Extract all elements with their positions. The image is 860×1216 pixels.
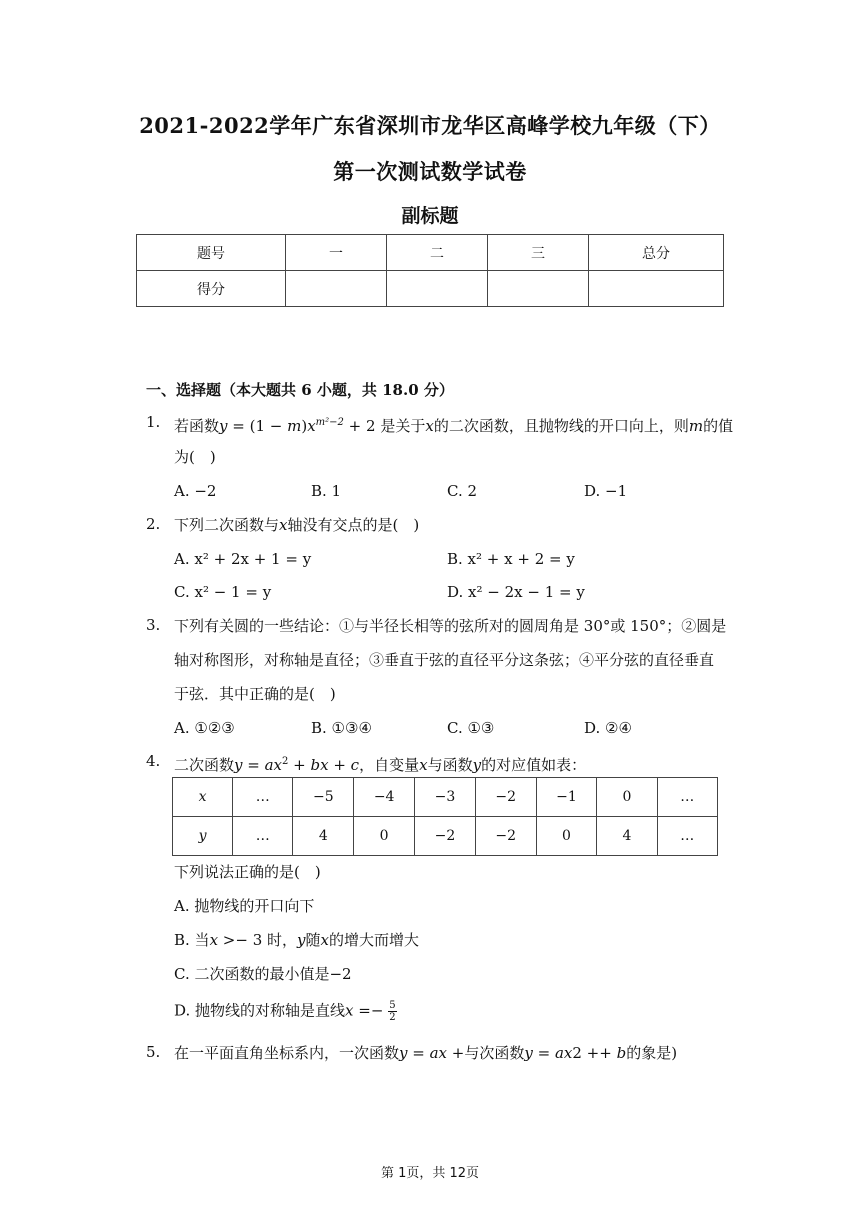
- table-cell: 0: [354, 817, 415, 856]
- option-d[interactable]: D. ②④: [584, 719, 632, 737]
- question-number: 3.: [146, 616, 161, 634]
- option-b[interactable]: B. 1: [311, 482, 342, 500]
- question-3-line-2: 轴对称图形，对称轴是直径；③垂直于弦的直径平分这条弦；④平分弦的直径垂直: [174, 651, 715, 669]
- table-cell: …: [657, 778, 718, 817]
- table-cell: −2: [415, 817, 476, 856]
- table-cell: −2: [475, 817, 536, 856]
- title-line-1: 2021-2022学年广东省深圳市龙华区高峰学校九年级（下）: [139, 113, 721, 138]
- table-row: [173, 817, 718, 856]
- score-cell[interactable]: [589, 271, 724, 307]
- question-number: 1.: [146, 413, 161, 431]
- table-row: [137, 235, 724, 271]
- page-footer: 第 1页，共 12页: [380, 1166, 480, 1181]
- option-a[interactable]: A. 抛物线的开口向下: [174, 897, 315, 915]
- value-table: [172, 777, 718, 856]
- score-header-cell: 总分: [589, 235, 724, 271]
- score-row-label: 得分: [137, 271, 286, 307]
- table-cell: 4: [293, 817, 354, 856]
- option-d[interactable]: D. −1: [584, 482, 628, 500]
- option-c[interactable]: C. 2: [447, 482, 478, 500]
- question-1-line-1: 若函数$y = (1 - m)x^{m^2-2} + 2$ 是关于x的二次函数，且抛物线的开口向上，则m的值: [174, 417, 734, 435]
- question-number: 2.: [146, 515, 161, 533]
- question-number: 4.: [146, 752, 161, 770]
- option-c[interactable]: C. 二次函数的最小值是−2: [174, 965, 352, 983]
- fraction: $\frac{5}{2}$: [389, 1000, 396, 1023]
- table-cell: …: [657, 817, 718, 856]
- table-cell: …: [233, 817, 293, 856]
- table-cell: 0: [597, 778, 657, 817]
- option-b[interactable]: B. ①③④: [311, 719, 372, 737]
- table-cell: −5: [293, 778, 354, 817]
- option-a[interactable]: A. −2: [174, 482, 217, 500]
- score-header-cell: 三: [488, 235, 589, 271]
- score-header-cell: 题号: [137, 235, 286, 271]
- score-cell[interactable]: [387, 271, 488, 307]
- question-number: 5.: [146, 1043, 161, 1061]
- subtitle: 副标题: [401, 205, 459, 227]
- option-c[interactable]: C. ①③: [447, 719, 495, 737]
- table-cell: x: [173, 778, 233, 817]
- question-4-text: 二次函数$y = ax^2$ + bx + c，自变量x与函数y的对应值如表：: [174, 756, 587, 774]
- table-row: [173, 778, 718, 817]
- score-cell[interactable]: [286, 271, 387, 307]
- score-header-cell: 一: [286, 235, 387, 271]
- title-line-2: 第一次测试数学试卷: [333, 159, 527, 184]
- option-b[interactable]: B. x² + x + 2 = y: [447, 550, 575, 568]
- question-3-line-1: 下列有关圆的一些结论：①与半径长相等的弦所对的圆周角是 30°或 150°；②圆是: [174, 617, 727, 635]
- option-d[interactable]: D. 抛物线的对称轴是直线x =− $\frac{5}{2}$: [174, 1000, 396, 1023]
- table-cell: …: [233, 778, 293, 817]
- table-cell: 0: [536, 817, 597, 856]
- question-4-prompt: 下列说法正确的是( ): [174, 863, 321, 881]
- option-d[interactable]: D. x² − 2x − 1 = y: [447, 583, 585, 601]
- option-b[interactable]: B. 当x >− 3 时，y随x的增大而增大: [174, 931, 420, 949]
- question-5-text: 在一平面直角坐标系内，一次函数y = ax +与次函数y = ax2 ++ b的象是): [174, 1044, 678, 1062]
- score-header-cell: 二: [387, 235, 488, 271]
- question-1-line-2: 为( ): [174, 448, 216, 466]
- option-c[interactable]: C. x² − 1 = y: [174, 583, 272, 601]
- table-cell: −1: [536, 778, 597, 817]
- table-cell: y: [173, 817, 233, 856]
- table-cell: 4: [597, 817, 657, 856]
- table-cell: −3: [415, 778, 476, 817]
- option-a[interactable]: A. ①②③: [174, 719, 235, 737]
- score-table: [136, 234, 724, 307]
- question-2-text: 下列二次函数与x轴没有交点的是( ): [174, 516, 420, 534]
- table-cell: −2: [475, 778, 536, 817]
- option-a[interactable]: A. x² + 2x + 1 = y: [174, 550, 312, 568]
- table-cell: −4: [354, 778, 415, 817]
- section-heading: 一、选择题（本大题共 6 小题，共 18.0 分）: [146, 381, 454, 399]
- table-row: [137, 271, 724, 307]
- score-cell[interactable]: [488, 271, 589, 307]
- question-3-line-3: 于弦．其中正确的是( ): [174, 685, 336, 703]
